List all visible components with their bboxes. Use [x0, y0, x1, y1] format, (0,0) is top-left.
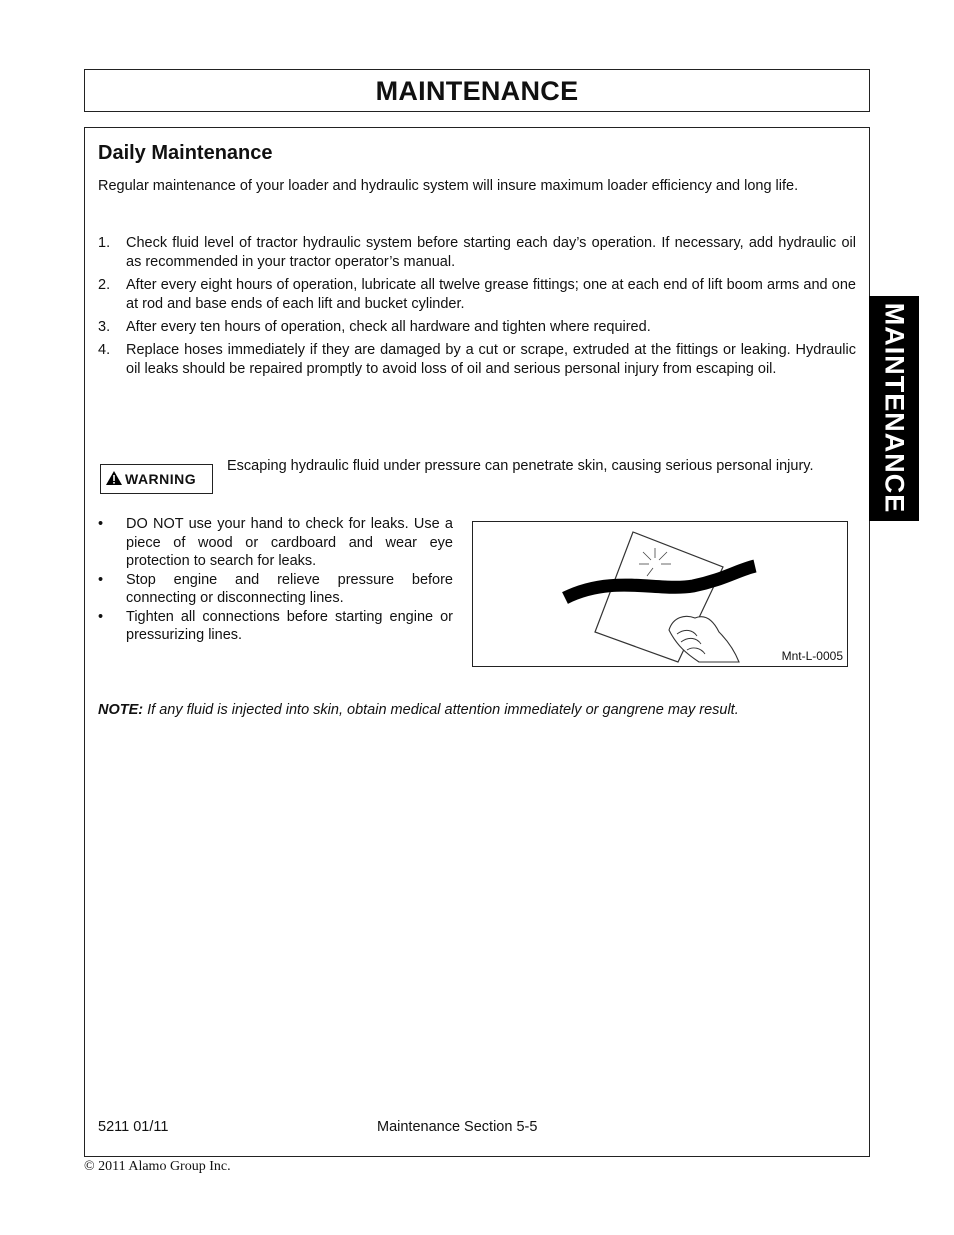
list-item: [98, 234, 856, 272]
step-number: 1.: [98, 235, 111, 251]
warning-triangle-icon: [105, 470, 123, 486]
note-text: If any fluid is injected into skin, obtain medical attention immediately or gangrene may result.: [143, 702, 739, 718]
list-item: [98, 341, 856, 379]
maintenance-steps: [98, 234, 856, 383]
step-number: 4.: [98, 342, 111, 358]
warning-text: Escaping hydraulic fluid under pressure can penetrate skin, causing serious personal injury.: [227, 458, 814, 474]
safety-bullets: [98, 515, 453, 645]
list-item: [98, 318, 856, 337]
list-item: [98, 515, 453, 571]
warning-badge-label: WARNING: [125, 471, 197, 487]
list-item: [98, 608, 453, 645]
step-text: After every ten hours of operation, check all hardware and tighten where required.: [126, 319, 651, 335]
step-number: 3.: [98, 319, 111, 335]
step-number: 2.: [98, 277, 111, 293]
page-title: MAINTENANCE: [375, 76, 579, 106]
list-item: [98, 571, 453, 608]
copyright: © 2011 Alamo Group Inc.: [84, 1159, 231, 1174]
bullet-mark: •: [98, 516, 104, 532]
note-prefix: NOTE:: [98, 702, 144, 718]
side-tab-label: MAINTENANCE: [879, 302, 910, 514]
figure-label: Mnt-L-0005: [781, 649, 843, 663]
footer-doc-number: 5211 01/11: [98, 1119, 169, 1135]
list-item: [98, 276, 856, 314]
step-text: Replace hoses immediately if they are damaged by a cut or scrape, extruded at the fittings or leaking. Hydraulic oil leaks should be repaired promptly to avoid loss of oil and serious personal injury from escaping oil.: [126, 342, 856, 377]
step-text: Check fluid level of tractor hydraulic system before starting each day’s operation. If necessary, add hydraulic oil as recommended in your tractor operator’s manual.: [126, 235, 856, 270]
bullet-text: DO NOT use your hand to check for leaks. Use a piece of wood or cardboard and wear eye protection to search for leaks.: [126, 516, 453, 569]
warning-badge: [100, 464, 213, 494]
footer-section: Maintenance Section 5-5: [377, 1119, 538, 1135]
step-text: After every eight hours of operation, lubricate all twelve grease fittings; one at each end of lift boom arms and one at rod and base ends of each lift and bucket cylinder.: [126, 277, 856, 312]
bullet-text: Tighten all connections before starting engine or pressurizing lines.: [126, 608, 453, 643]
bullet-mark: •: [98, 608, 104, 625]
intro-paragraph: Regular maintenance of your loader and hydraulic system will insure maximum loader efficiency and long life.: [98, 178, 799, 194]
section-title: Daily Maintenance: [98, 142, 273, 164]
page-header: [84, 69, 870, 112]
side-tab: [869, 296, 919, 521]
bullet-text: Stop engine and relieve pressure before connecting or disconnecting lines.: [126, 571, 453, 606]
note-paragraph: [98, 702, 739, 718]
cardboard-hose-drawing: [473, 522, 846, 665]
bullet-mark: •: [98, 571, 104, 588]
leak-check-illustration: [472, 521, 848, 667]
